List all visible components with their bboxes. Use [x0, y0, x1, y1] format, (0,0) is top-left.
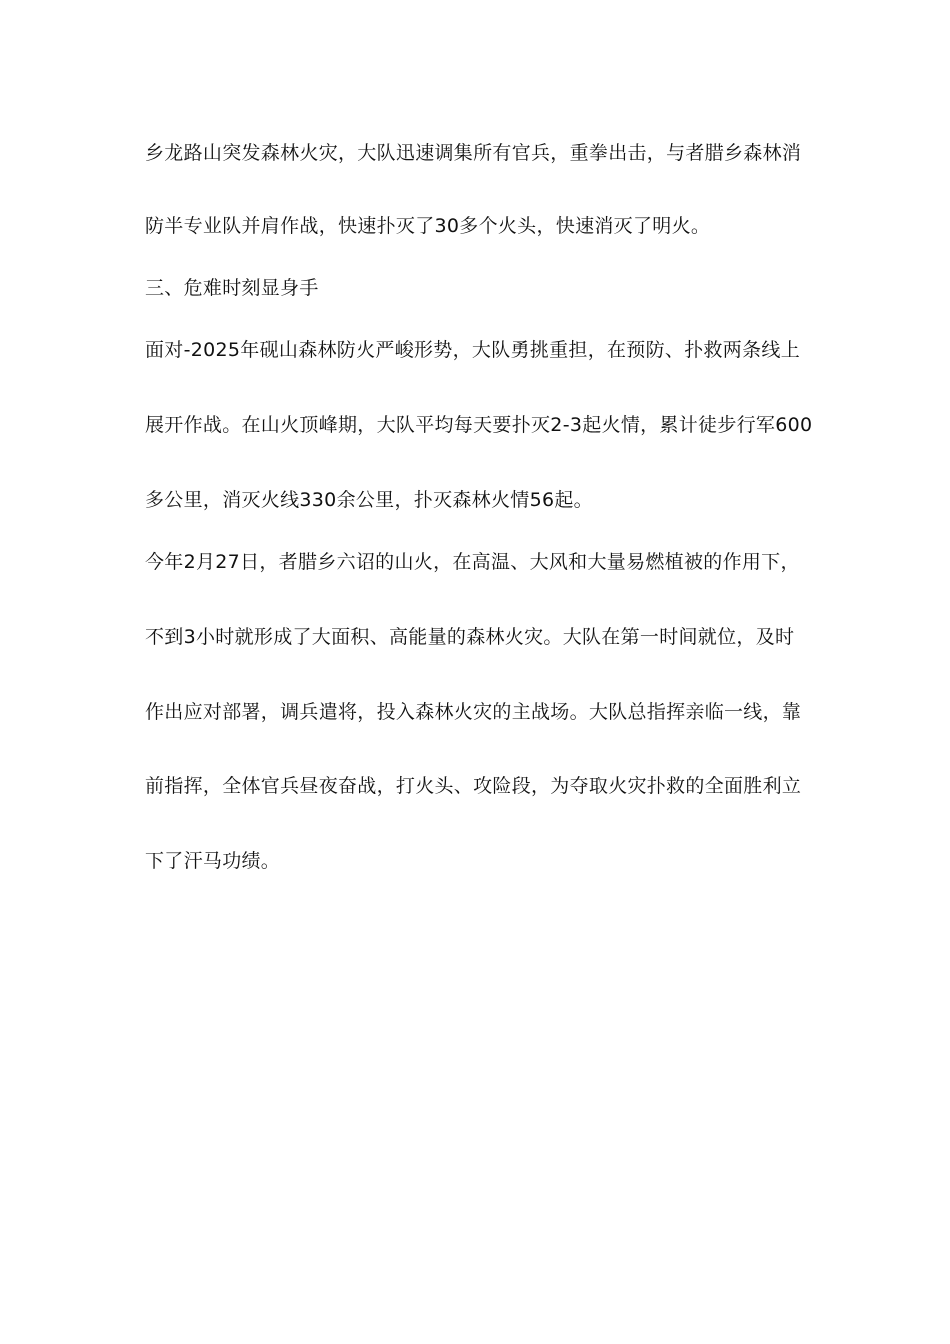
paragraph-line: 多公里，消灭火线330余公里，扑灭森林火情56起。: [145, 489, 593, 511]
paragraph-line: 防半专业队并肩作战，快速扑灭了30多个火头，快速消灭了明火。: [145, 215, 711, 237]
paragraph-line: 下了汗马功绩。: [145, 850, 281, 872]
paragraph-line: 前指挥，全体官兵昼夜奋战，打火头、攻险段，为夺取火灾扑救的全面胜利立: [145, 775, 802, 797]
paragraph-line: 作出应对部署，调兵遣将，投入森林火灾的主战场。大队总指挥亲临一线，靠: [145, 701, 802, 723]
paragraph-line: 今年2月27日，者腊乡六诏的山火，在高温、大风和大量易燃植被的作用下，: [145, 551, 800, 573]
section-heading: 三、危难时刻显身手: [145, 277, 319, 299]
paragraph-line: 不到3小时就形成了大面积、高能量的森林火灾。大队在第一时间就位，及时: [145, 626, 795, 648]
paragraph-line: 面对-2025年砚山森林防火严峻形势，大队勇挑重担，在预防、扑救两条线上: [145, 339, 801, 361]
paragraph-line: 乡龙路山突发森林火灾，大队迅速调集所有官兵，重拳出击，与者腊乡森林消: [145, 142, 802, 164]
paragraph-line: 展开作战。在山火顶峰期，大队平均每天要扑灭2-3起火情，累计徒步行军600: [145, 414, 813, 436]
